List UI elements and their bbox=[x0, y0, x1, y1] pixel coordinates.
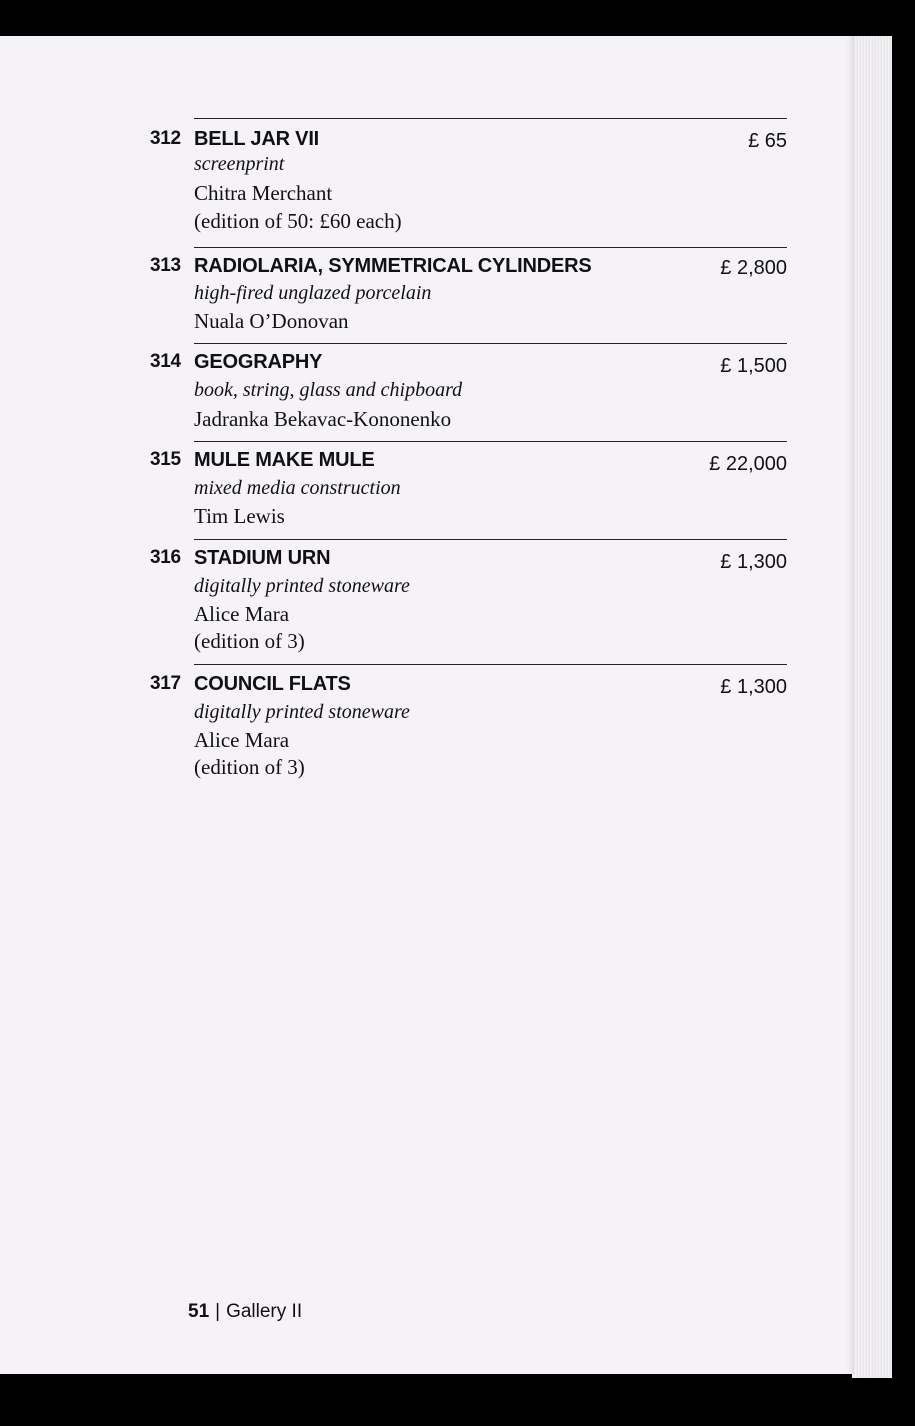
entry-medium: mixed media construction bbox=[194, 477, 401, 499]
entry-title: GEOGRAPHY bbox=[194, 351, 323, 373]
entry-artist: Nuala O’Donovan bbox=[194, 309, 349, 333]
entry-number: 315 bbox=[150, 449, 181, 470]
entry-number: 317 bbox=[150, 673, 181, 694]
entry-price: £ 2,800 bbox=[720, 257, 787, 279]
entry-divider bbox=[194, 343, 787, 344]
footer-separator: | bbox=[215, 1301, 221, 1322]
entry-edition: (edition of 3) bbox=[194, 629, 305, 653]
entry-number: 313 bbox=[150, 255, 181, 276]
entry-edition: (edition of 50: £60 each) bbox=[194, 209, 402, 233]
entry-price: £ 1,300 bbox=[720, 551, 787, 573]
entry-price: £ 1,300 bbox=[720, 676, 787, 698]
entry-title: BELL JAR VII bbox=[194, 128, 320, 150]
catalogue-entry-317 bbox=[150, 673, 787, 783]
entry-artist: Alice Mara bbox=[194, 728, 290, 752]
catalogue-entry-312 bbox=[150, 128, 787, 238]
entry-medium: high-fired unglazed porcelain bbox=[194, 282, 432, 304]
entry-artist: Tim Lewis bbox=[194, 504, 285, 528]
entry-edition: (edition of 3) bbox=[194, 755, 305, 779]
entry-title: STADIUM URN bbox=[194, 547, 331, 569]
entry-medium: digitally printed stoneware bbox=[194, 701, 410, 723]
page-footer bbox=[188, 1301, 302, 1323]
entry-title: COUNCIL FLATS bbox=[194, 673, 351, 695]
entry-price: £ 65 bbox=[748, 130, 787, 152]
entry-divider bbox=[194, 539, 787, 540]
entry-title: MULE MAKE MULE bbox=[194, 449, 375, 471]
entry-number: 316 bbox=[150, 547, 181, 568]
page-number: 51 bbox=[188, 1301, 210, 1322]
entry-artist: Chitra Merchant bbox=[194, 181, 333, 205]
entry-title: RADIOLARIA, SYMMETRICAL CYLINDERS bbox=[194, 255, 592, 277]
entry-medium: book, string, glass and chipboard bbox=[194, 379, 463, 401]
entry-artist: Jadranka Bekavac-Kononenko bbox=[194, 407, 452, 431]
entry-divider bbox=[194, 664, 787, 665]
page-shadow bbox=[846, 36, 854, 1374]
entry-medium: digitally printed stoneware bbox=[194, 575, 410, 597]
entry-number: 312 bbox=[150, 128, 181, 149]
catalogue-entry-316 bbox=[150, 547, 787, 657]
entry-medium: screenprint bbox=[194, 153, 285, 175]
entry-artist: Alice Mara bbox=[194, 602, 290, 626]
catalogue-entry-314 bbox=[150, 351, 787, 431]
catalogue-entry-313 bbox=[150, 255, 787, 335]
section-name: Gallery II bbox=[226, 1301, 303, 1322]
page-stack-edge bbox=[852, 36, 892, 1378]
entry-divider bbox=[194, 441, 787, 442]
entry-price: £ 22,000 bbox=[709, 453, 787, 475]
entry-number: 314 bbox=[150, 351, 181, 372]
catalogue-entry-315 bbox=[150, 449, 787, 529]
entry-divider bbox=[194, 247, 787, 248]
entry-divider bbox=[194, 118, 787, 119]
entry-price: £ 1,500 bbox=[720, 355, 787, 377]
